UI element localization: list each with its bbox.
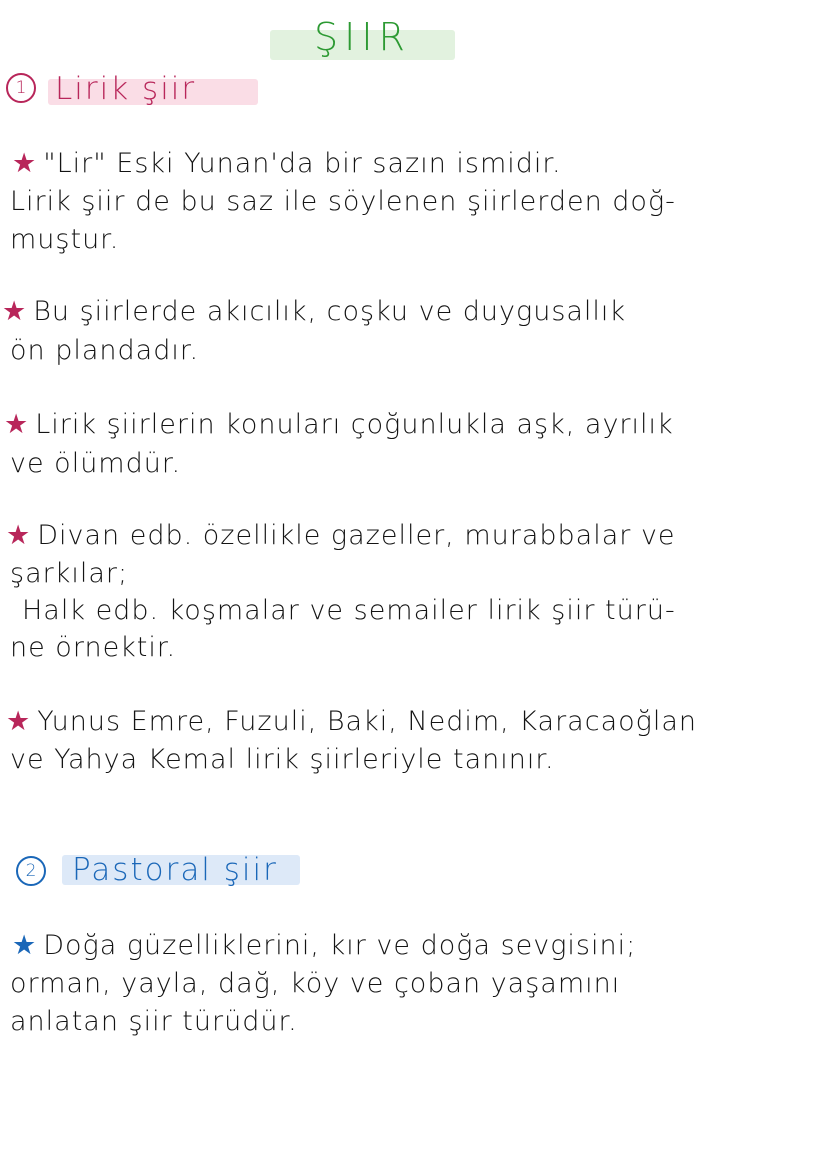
bullet-3-line-2: ve ölümdür. [10,448,182,479]
bullet-4-line-3: Halk edb. koşmalar ve semailer lirik şiir türü- [22,595,676,626]
star-icon: ★ [12,930,38,961]
bullet-1-line-2: Lirik şiir de bu saz ile söylenen şiirlerden doğ- [10,186,676,217]
text: Yunus Emre, Fuzuli, Baki, Nedim, Karacaoğlan [37,706,697,737]
text: "Lir" Eski Yunan'da bir sazın ismidir. [43,148,562,179]
bullet-6-line-2: orman, yayla, dağ, köy ve çoban yaşamını [10,968,621,999]
bullet-6-line-3: anlatan şiir türüdür. [10,1006,298,1037]
bullet-1-line-1 [12,150,562,177]
text: Divan edb. özellikle gazeller, murabbalar ve [37,520,676,551]
bullet-2-line-2: ön plandadır. [10,335,200,366]
star-icon: ★ [6,706,32,737]
text: Lirik şiirlerin konuları çoğunlukla aşk, ayrılık [35,409,674,440]
section-1-heading: Lirik şiir [55,71,197,107]
star-icon: ★ [6,520,32,551]
star-icon: ★ [2,296,28,327]
section-2-heading: Pastoral şiir [72,852,278,888]
section-number-2: 2 [16,856,46,886]
bullet-5-line-1 [6,708,697,735]
star-icon: ★ [12,148,38,179]
page-title: ŞIIR [314,15,411,59]
text: Bu şiirlerde akıcılık, coşku ve duygusallık [33,296,627,327]
star-icon: ★ [4,409,30,440]
bullet-2-line-1 [2,298,626,325]
bullet-3-line-1 [4,411,674,438]
bullet-4-line-1 [6,522,676,549]
bullet-6-line-1 [12,932,636,959]
section-number-1: 1 [6,73,36,103]
bullet-4-line-4: ne örnektir. [10,632,177,663]
bullet-1-line-3: muştur. [10,224,120,255]
bullet-4-line-2: şarkılar; [10,558,129,589]
bullet-5-line-2: ve Yahya Kemal lirik şiirleriyle tanınır. [10,744,555,775]
text: Doğa güzelliklerini, kır ve doğa sevgisini; [43,930,637,961]
